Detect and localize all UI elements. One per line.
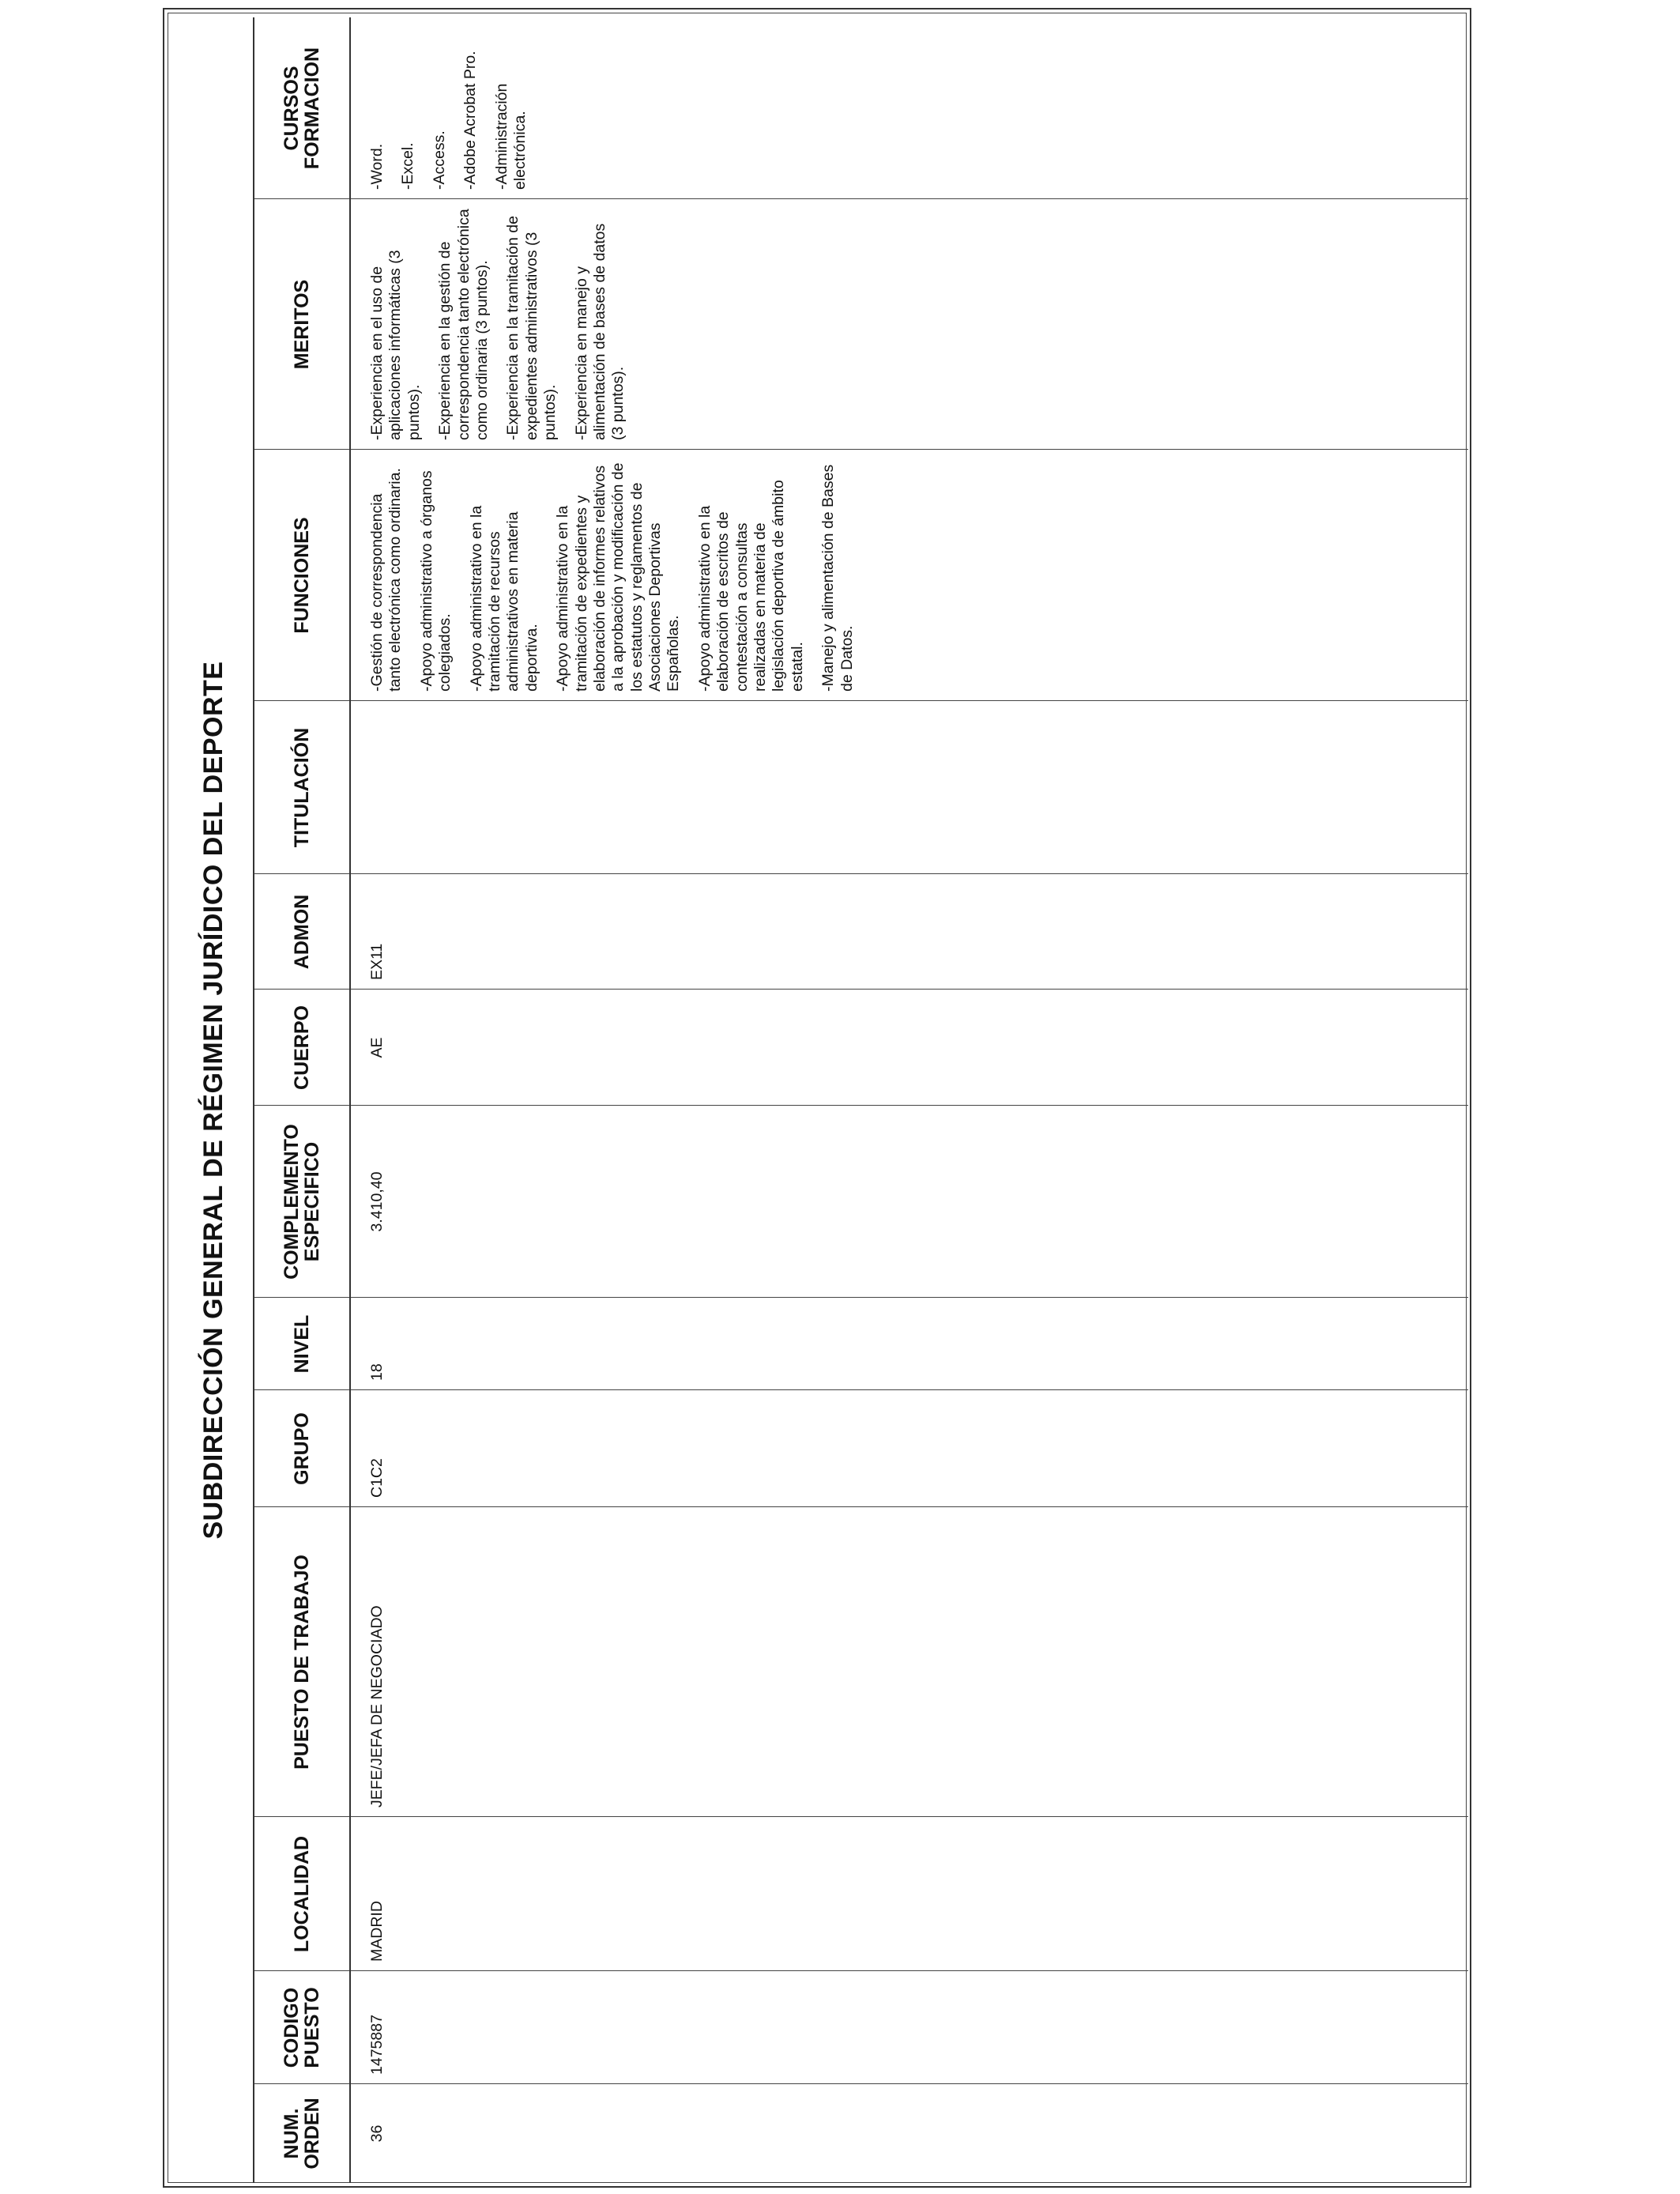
header-admon: ADMON — [290, 894, 313, 970]
header-localidad: LOCALIDAD — [290, 1835, 313, 1953]
column-divider — [254, 1816, 1468, 1817]
cell-titulacion — [351, 701, 368, 874]
column-divider — [254, 1389, 1468, 1390]
cursos-item: -Word. — [368, 143, 386, 190]
header-meritos: MERITOS — [290, 279, 313, 370]
rotated-table-page — [174, 17, 1467, 2183]
column-divider — [254, 1506, 1468, 1507]
header-num-orden: NUM. ORDEN — [280, 2098, 323, 2169]
funciones-item: -Apoyo administrativo en la tramitación de expedientes y elaboración de informes relativos a la aprobación y modificación de los estatutos y reglamentos de Asociaciones Deportivas Españolas. — [554, 462, 683, 692]
header-codigo-puesto: CODIGO PUESTO — [280, 1987, 323, 2068]
header-complemento-especifico: COMPLEMENTO ESPECIFICO — [280, 1124, 323, 1280]
positions-table — [253, 17, 1468, 2183]
cell-cursos-formacion — [351, 17, 542, 199]
funciones-item: -Apoyo administrativo en la tramitación de recursos administrativos en materia deportiva. — [467, 505, 541, 692]
cell-num-orden: 36 — [368, 2124, 386, 2143]
header-funciones: FUNCIONES — [290, 517, 313, 634]
cell-cuerpo: AE — [368, 1037, 386, 1058]
column-divider — [254, 1297, 1468, 1298]
cursos-item: -Access. — [430, 130, 448, 190]
cursos-item: -Excel. — [399, 142, 417, 190]
header-cuerpo: CUERPO — [290, 1005, 313, 1090]
cell-complemento-especifico: 3.410,40 — [368, 1171, 386, 1232]
cell-grupo: C1C2 — [368, 1458, 386, 1498]
cell-codigo-puesto: 1475887 — [368, 2015, 386, 2075]
column-divider — [254, 1105, 1468, 1106]
cell-admon: EX11 — [368, 943, 386, 980]
funciones-item: -Gestión de correspondencia tanto electrónica como ordinaria. — [368, 468, 405, 692]
cell-localidad: MADRID — [368, 1901, 386, 1962]
cell-meritos — [351, 199, 641, 450]
meritos-item: -Experiencia en el uso de aplicaciones informáticas (3 puntos). — [368, 250, 423, 440]
header-grupo: GRUPO — [290, 1412, 313, 1485]
header-titulacion: TITULACIÓN — [290, 727, 313, 848]
header-puesto-trabajo: PUESTO DE TRABAJO — [290, 1555, 313, 1770]
header-nivel: NIVEL — [290, 1314, 313, 1374]
funciones-item: -Apoyo administrativo a órganos colegiados. — [417, 470, 454, 692]
funciones-item: -Manejo y alimentación de Bases de Datos. — [819, 464, 856, 692]
funciones-item: -Apoyo administrativo en la elaboración de escritos de contestación a consultas realizadas en materia de legislación deportiva de ámbito estatal. — [695, 480, 806, 692]
column-divider — [254, 2083, 1468, 2084]
column-divider — [254, 873, 1468, 874]
meritos-item: -Experiencia en la gestión de correspondencia tanto electrónica como ordinaria (3 puntos). — [436, 209, 491, 440]
cell-funciones — [351, 450, 869, 701]
cell-puesto-trabajo: JEFE/JEFA DE NEGOCIADO — [368, 1605, 386, 1808]
column-divider — [254, 989, 1468, 990]
cursos-item: -Administración electrónica. — [492, 83, 529, 190]
meritos-item: -Experiencia en manejo y alimentación de bases de datos (3 puntos). — [572, 223, 627, 440]
cursos-item: -Adobe Acrobat Pro. — [461, 51, 480, 190]
header-cursos-formacion: CURSOS FORMACION — [280, 47, 323, 170]
column-divider — [254, 1970, 1468, 1971]
page-title: SUBDIRECCIÓN GENERAL DE RÉGIMEN JURÍDICO DEL DEPORTE — [198, 661, 228, 1540]
meritos-item: -Experiencia en la tramitación de expedientes administrativos (3 puntos). — [504, 216, 559, 440]
cell-nivel: 18 — [368, 1363, 386, 1381]
